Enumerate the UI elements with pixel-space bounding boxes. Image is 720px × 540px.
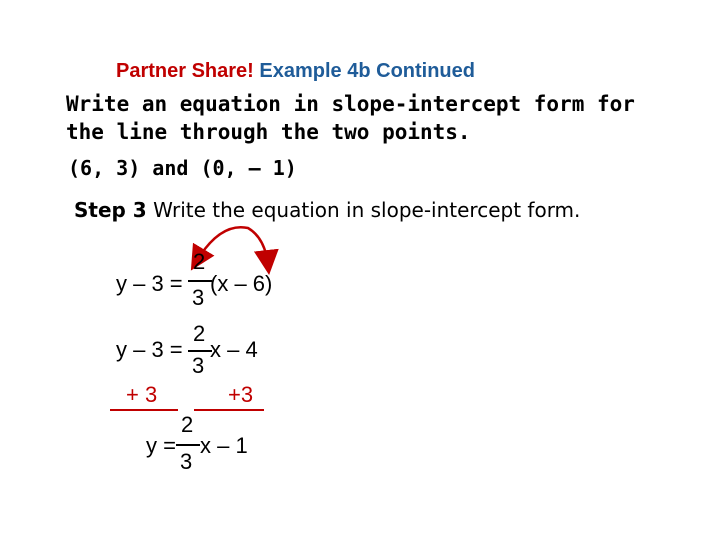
eq2-denominator: 3 — [192, 353, 205, 378]
add-right: +3 — [228, 382, 254, 407]
eq3-numerator: 2 — [181, 412, 194, 437]
eq1-numerator: 2 — [193, 249, 206, 274]
add-left: + 3 — [126, 382, 158, 407]
eq2-fraction-bar — [188, 350, 212, 352]
step-text: Write the equation in slope-intercept form. — [153, 198, 581, 222]
eq1-rhs: (x – 6) — [210, 271, 273, 296]
underline-left — [110, 409, 178, 411]
underline-right — [194, 409, 264, 411]
eq3-fraction-bar — [176, 444, 200, 446]
eq3-lhs: y = — [146, 433, 176, 458]
eq2-rhs: x – 4 — [210, 337, 258, 362]
step-label: Step 3 — [74, 198, 147, 222]
eq2-numerator: 2 — [193, 321, 206, 346]
prompt-line-2: the line through the two points. — [66, 120, 471, 144]
eq3-rhs: x – 1 — [200, 433, 248, 458]
eq1-denominator: 3 — [192, 285, 205, 310]
prompt-line-1: Write an equation in slope-intercept form for — [66, 92, 635, 116]
title-lead: Partner Share! — [116, 60, 254, 82]
title-rest: Example 4b Continued — [259, 60, 475, 82]
eq2-lhs: y – 3 = — [116, 337, 183, 362]
eq1-lhs: y – 3 = — [116, 271, 183, 296]
eq1-fraction-bar — [188, 280, 212, 282]
eq3-denominator: 3 — [180, 449, 193, 474]
given-points: (6, 3) and (0, – 1) — [68, 156, 297, 180]
